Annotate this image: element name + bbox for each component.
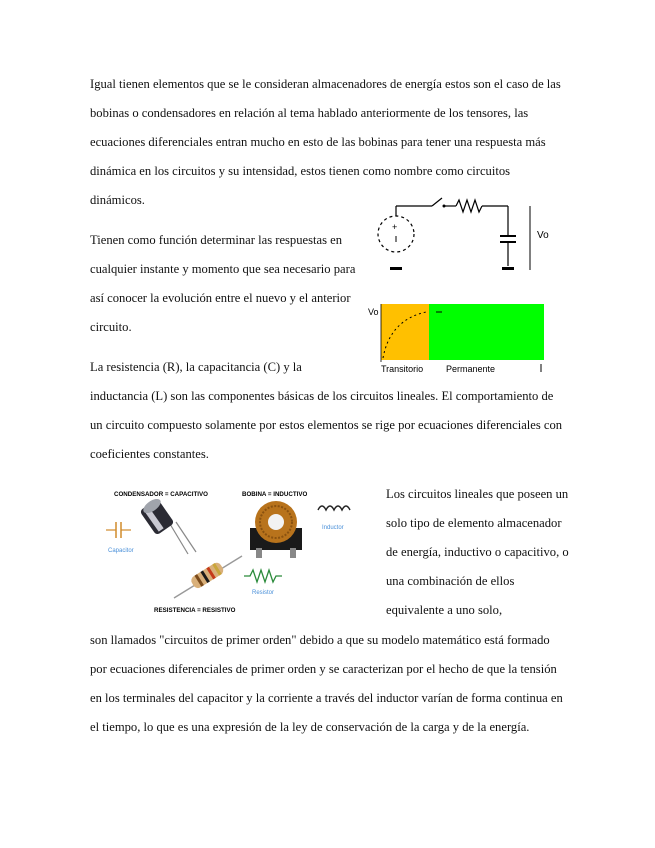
source-plus-sign: + [392,222,398,232]
ground-right [502,267,514,270]
resistor-title: RESISTENCIA = RESISTIVO [154,607,236,614]
permanent-label: Permanente [446,364,496,374]
resistor-label: Resistor [252,590,275,596]
paragraph-energy-storage: Igual tienen elementos que se le consideran almacenadores de energía estos son el caso de las bobinas o condensadores en relación al tema hablado anteriormente de los tensores, las ecuaciones diferenciales entran mucho en esto de las bobinas para tener una respuesta más dinámica en los circuitos y su intensidad, estos tienen como nombre como circuitos dinámicos. [90,77,561,207]
transient-response-diagram [366,300,548,376]
switch [432,198,442,206]
transient-label: Transitorio [381,364,424,374]
circuit-vo-label: Vo [537,230,549,241]
ground-left [390,267,402,270]
capacitor-title: CONDENSADOR = CAPACITIVO [114,491,208,498]
paragraph-first-order-intro: Los circuitos lineales que poseen un solo tipo de elemento almacenador de energía, inductivo o capacitivo, o una combinación de ellos equivalente a uno solo, [386,487,569,617]
resistor-symbol [456,200,482,212]
inductor-label: Inductor [322,525,344,531]
capacitor-label: Capacitor [108,548,134,554]
paragraph-rlc-intro: La resistencia (R), la capacitancia (C) y la [90,360,302,374]
paragraph-rlc-body: inductancia (L) son las componentes básicas de los circuitos lineales. El comportamiento de un circuito compuesto solamente por estos elementos se rige por ecuaciones diferenciales con coeficientes constantes. [90,389,563,461]
rc-circuit-diagram [372,188,562,274]
response-vo-label: Vo [368,307,379,317]
permanent-region [429,304,544,360]
paragraph-function: Tienen como función determinar las respuestas en cualquier instante y momento que sea necesario para así conocer la evolución entre el nuevo y el anterior circuito. [90,233,356,334]
transient-region [381,304,429,360]
paragraph-first-order-body: son llamados "circuitos de primer orden" debido a que su modelo matemático está formado por ecuaciones diferenciales de primer orden y se caracterizan por el hecho de que la tensión en los terminales del capacitor y la corriente a través del inductor varían de forma continua en el tiempo, lo que es una expresión de la ley de conservación de la carga y de la energía. [90,633,563,734]
components-illustration [92,482,378,618]
components-background [92,482,378,618]
inductor-title: BOBINA = INDUCTIVO [242,491,308,498]
